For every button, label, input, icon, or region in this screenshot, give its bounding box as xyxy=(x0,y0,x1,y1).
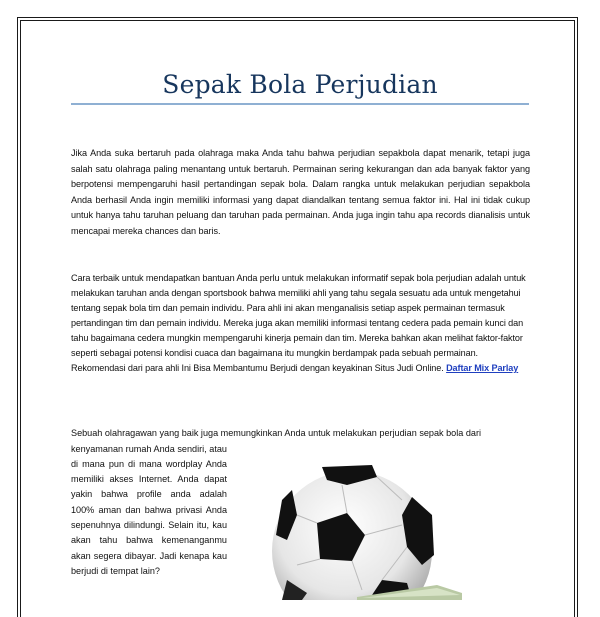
document-title: Sepak Bola Perjudian xyxy=(162,70,438,99)
title-underline xyxy=(71,103,529,105)
paragraph-3-column: kenyamanan rumah Anda sendiri, atau di mana pun di mana wordplay Anda memiliki akses Internet. Anda dapat yakin bahwa profile anda adalah 100% aman dan bahwa privasi Anda sepenuhnya dilindungi. Selain itu, kau akan tahu bahwa kemenanganmu akan segera dibayar. Jadi kenapa kau berjudi di tempat lain? xyxy=(71,443,227,576)
soccer-ball-icon xyxy=(262,455,462,600)
daftar-mix-parlay-link[interactable]: Daftar Mix Parlay xyxy=(446,363,519,373)
paragraph-1: Jika Anda suka bertaruh pada olahraga maka Anda tahu bahwa perjudian sepakbola dapat menarik, tetapi juga salah satu olahraga paling menantang untuk bertaruh. Permainan sering kekurangan dan ada banyak faktor yang berpotensi mempengaruhi hasil pertandingan sepak bola. Dalam rangka untuk melakukan perjudian sepakbola Anda berhasil Anda ingin memiliki informasi yang dapat diandalkan tentang semua faktor ini. Hal ini tidak cukup untuk hanya tahu taruhan peluang dan taruhan pada permainan. Anda juga ingin tahu apa records dianalisis untuk mencapai mereka chances dan baris. xyxy=(71,148,530,236)
paragraph-3-intro: Sebuah olahragawan yang baik juga memungkinkan Anda untuk melakukan perjudian sepak bola dari xyxy=(71,428,482,438)
soccer-ball-image xyxy=(262,455,462,600)
paragraph-2-text: Cara terbaik untuk mendapatkan bantuan Anda perlu untuk melakukan informatif sepak bola perjudian adalah untuk melakukan taruhan anda dengan sportsbook bahwa memiliki ahli yang tahu segala sesuatu ada untuk mengetahui tentang sepak bola tim dan pemain individu. Para ahli ini akan menganalisis setiap aspek permainan termasuk pertandingan tim dan pemain individu. Mereka juga akan memiliki informasi tentang cedera pada pemain kunci dan tahu bagaimana cedera mungkin mempengaruhi kinerja pemain dan tim. Mereka bahkan akan melihat faktor-faktor seperti sebagai potensi kondisi cuaca dan bagaimana itu mungkin berdampak pada sebuah permainan. Rekomendasi dari para ahli Ini Bisa Membantumu Berjudi dengan keyakinan Situs Judi Online. xyxy=(71,273,526,373)
paragraph-2 xyxy=(71,271,530,376)
